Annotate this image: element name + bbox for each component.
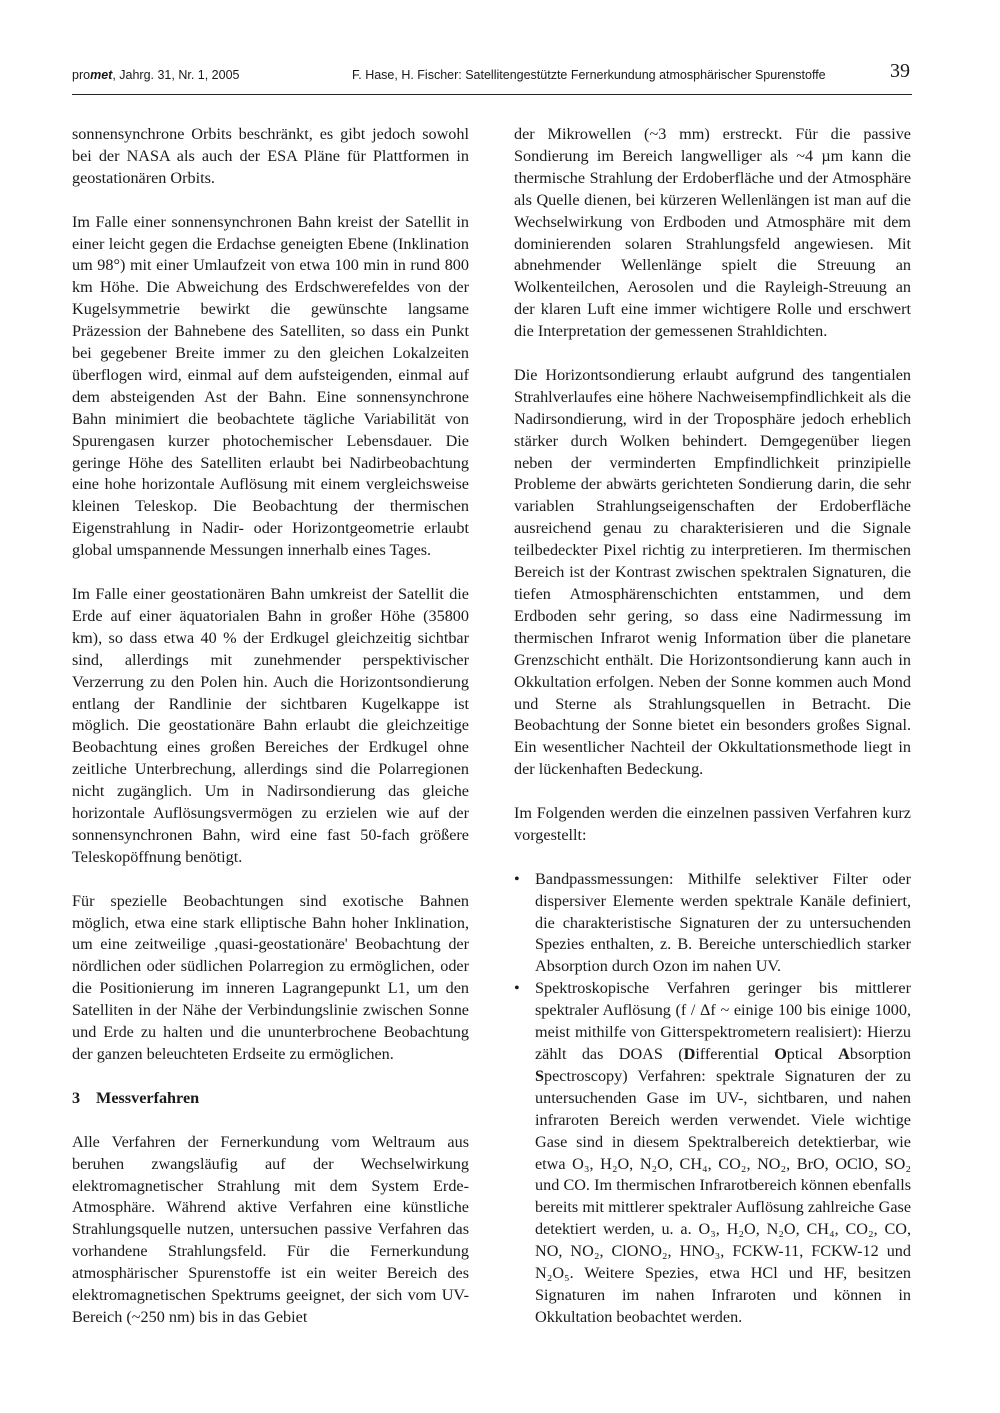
list-item-text: ) Verfahren: spektrale Signaturen der zu untersuchenden Gase im UV-, sichtbaren, und nahen infraroten Bereich werden verwendet. Viele wichtige Gase sind in diesem Spektralbereich detektierbar, wie etwa O₃, H₂O, N₂O, CH₄, CO₂, NO₂, BrO, OClO, SO₂ und CO. Im thermischen Infrarotbereich können ebenfalls bereits mit mittlerer spektraler Auflösung zahlreiche Gase detektiert werden, u. a. O₃, H₂O, N₂O, CH₄, CO₂, CO, NO, NO₂, ClONO₂, HNO₃, FCKW-11, FCKW-12 und N₂O₅. Weitere Spezies, etwa HCl und HF, besitzen Signaturen im nahen Infraroten und können in Okkultation beobachtet werden. <box>535 1066 911 1326</box>
list-item-text: Spektroskopische Verfahren geringer bis mittlerer spektraler Auflösung (f / Δf ~ einige 100 bis einige 1000, meist mithilfe von Gitterspektrometern realisiert): Hierzu zählt das DOAS ( <box>535 979 911 1064</box>
acronym-text: bsorption <box>849 1045 911 1064</box>
paragraph: der Mikrowellen (~3 mm) erstreckt. Für die passive Sondierung im Bereich langwelliger als ~4 µm kann die thermische Strahlung der Erdoberfläche und der Atmosphäre als Quelle dienen, bei kürzeren Wellenlängen ist man auf die Wechselwirkung von Erdboden und Atmosphäre mit dem dominierenden solaren Strahlungsfeld angewiesen. Mit abnehmender Wellenlänge spielt die Streuung an Wolkenteilchen, Aerosolen und die Rayleigh-Streuung an der klaren Luft eine immer wichtigere Rolle und erschwert die Interpretation der gemessenen Strahldichten. <box>514 125 911 341</box>
paragraph: Im Falle einer sonnensynchronen Bahn kreist der Satellit in einer leicht gegen die Erdachse geneigten Ebene (Inklination um 98°) mit einer Umlaufzeit von etwa 100 min in rund 800 km Höhe. Die Abweichung des Erdschwerefeldes von der Kugelsymmetrie bewirkt die gewünschte langsame Präzession der Bahnebene des Satelliten, so dass ein Punkt bei gegebener Breite immer zu den gleichen Lokalzeiten überflogen wird, einmal auf dem aufsteigenden, einmal auf dem absteigenden Ast der Bahn. Eine sonnensynchrone Bahn minimiert die beobachtete tägliche Variabilität von Spurengasen kurzer photochemischer Lebensdauer. Die geringe Höhe des Satelliten erlaubt bei Nadirbeobachtung eine hohe horizontale Auflösung mit einem vergleichsweise kleinen Teleskop. Die Beobachtung der thermischen Eigenstrahlung in Nadir- oder Horizontgeometrie erlaubt global umspannende Messungen innerhalb eines Tages. <box>72 212 469 560</box>
paragraph: Für spezielle Beobachtungen sind exotische Bahnen möglich, etwa eine stark elliptische Bahn hoher Inklination, um eine zeitweilige ‚quasi-geostationäre' Beobachtung der nördlichen oder südlichen Polarregion zu ermöglichen, oder die Positionierung im inneren Lagrangepunkt L1, um den Satelliten in der Nähe der Verbindungslinie zwischen Sonne und Erde zu halten und die ununterbrochene Beobachtung der ganzen beleuchteten Erdseite zu ermöglichen. <box>72 891 469 1064</box>
journal-citation <box>72 68 239 82</box>
right-column <box>514 124 911 1329</box>
journal-brand: met <box>90 68 113 82</box>
bullet-icon: • <box>514 979 520 998</box>
left-column <box>72 124 469 1351</box>
journal-issue: , Jahrg. 31, Nr. 1, 2005 <box>112 68 240 82</box>
page-number: 39 <box>890 60 910 82</box>
acronym-text: pectroscopy <box>544 1066 623 1085</box>
section-heading <box>72 1088 469 1110</box>
page-header <box>72 60 912 100</box>
section-number: 3 <box>72 1088 81 1107</box>
paragraph: sonnensynchrone Orbits beschränkt, es gibt jedoch sowohl bei der NASA als auch der ESA Pläne für Plattformen in geostationären Orbits. <box>72 125 469 187</box>
section-title: Messverfahren <box>96 1088 200 1107</box>
header-rule <box>72 94 912 95</box>
list-item <box>514 978 911 1329</box>
paragraph: Alle Verfahren der Fernerkundung vom Weltraum aus beruhen zwangsläufig auf der Wechselwirkung elektromagnetischer Strahlung mit dem System Erde-Atmosphäre. Während aktive Verfahren eine künstliche Strahlungsquelle nutzen, untersuchen passive Verfahren das vorhandene Strahlungsfeld. Für die Fernerkundung atmosphärischer Spurenstoffe ist ein weiter Bereich des elektromagnetischen Spektrums geeignet, der sich vom UV-Bereich (~250 nm) bis in das Gebiet <box>72 1132 469 1326</box>
acronym-letter: A <box>838 1045 850 1064</box>
paragraph: Die Horizontsondierung erlaubt aufgrund des tangentialen Strahlverlaufes eine höhere Nachweisempfindlichkeit als die Nadirsondierung, wird in der Troposphäre jedoch erheblich stärker durch Wolken behindert. Demgegenüber liegen neben der verminderten Empfindlichkeit prinzipielle Probleme der abwärts gerichteten Sondierung darin, die sehr variablen Strahlungseigenschaften der Erdoberfläche ausreichend genau zu charakterisieren und die Signale teilbedeckter Pixel richtig zu interpretieren. Im thermischen Bereich ist der Kontrast zwischen spektralen Signaturen, die tiefen Atmosphärenschichten entstammen, und dem Erdboden sehr gering, so dass eine Nadirmessung im thermischen Infrarot wenig Information über die planetare Grenzschicht enthält. Die Horizontsondierung kann auch in Okkultation erfolgen. Neben der Sonne kommen auch Mond und Sterne als Strahlungsquellen in Betracht. Die Beobachtung der Sonne bietet ein besonders großes Signal. Ein wesentlicher Nachteil der Okkultationsmethode liegt in der lückenhaften Bedeckung. <box>514 365 911 779</box>
paragraph: Im Folgenden werden die einzelnen passiven Verfahren kurz vorgestellt: <box>514 804 911 844</box>
journal-prefix: pro <box>72 68 91 82</box>
acronym-letter: O <box>774 1045 787 1064</box>
running-title: F. Hase, H. Fischer: Satellitengestützte Fernerkundung atmosphärischer Spurenstoffe <box>352 68 826 82</box>
acronym-letter: D <box>683 1045 696 1064</box>
paragraph: Im Falle einer geostationären Bahn umkreist der Satellit die Erde auf einer äquatorialen Bahn in großer Höhe (35800 km), so dass etwa 40 % der Erdkugel gleichzeitig sichtbar sind, allerdings mit zunehmender perspektivischer Verzerrung zu den Polen hin. Auch die Horizontsondierung entlang der Randlinie der sichtbaren Kugelkappe ist möglich. Die geostationäre Bahn erlaubt die gleichzeitige Beobachtung eines großen Bereiches der Erdkugel ohne zeitliche Unterbrechung, allerdings sind die Polarregionen nicht zugänglich. Um in Nadirsondierung das gleiche horizontale Auflösungsvermögen zu erzielen wie auf der sonnensynchronen Bahn, wird eine fast 50-fach größere Teleskopöffnung benötigt. <box>72 585 469 866</box>
method-list <box>514 869 911 1329</box>
list-item-text: Bandpassmessungen: Mithilfe selektiver Filter oder dispersiver Elemente werden spektrale Kanäle definiert, die charakteristische Signaturen der zu untersuchenden Spezies enthalten, z. B. Bereiche unterschiedlich starker Absorption durch Ozon im nahen UV. <box>535 869 911 976</box>
acronym-text: ifferential <box>695 1045 775 1064</box>
bullet-icon: • <box>514 869 520 888</box>
list-item <box>514 869 911 979</box>
acronym-letter: S <box>535 1066 545 1085</box>
acronym-text: ptical <box>786 1045 823 1064</box>
